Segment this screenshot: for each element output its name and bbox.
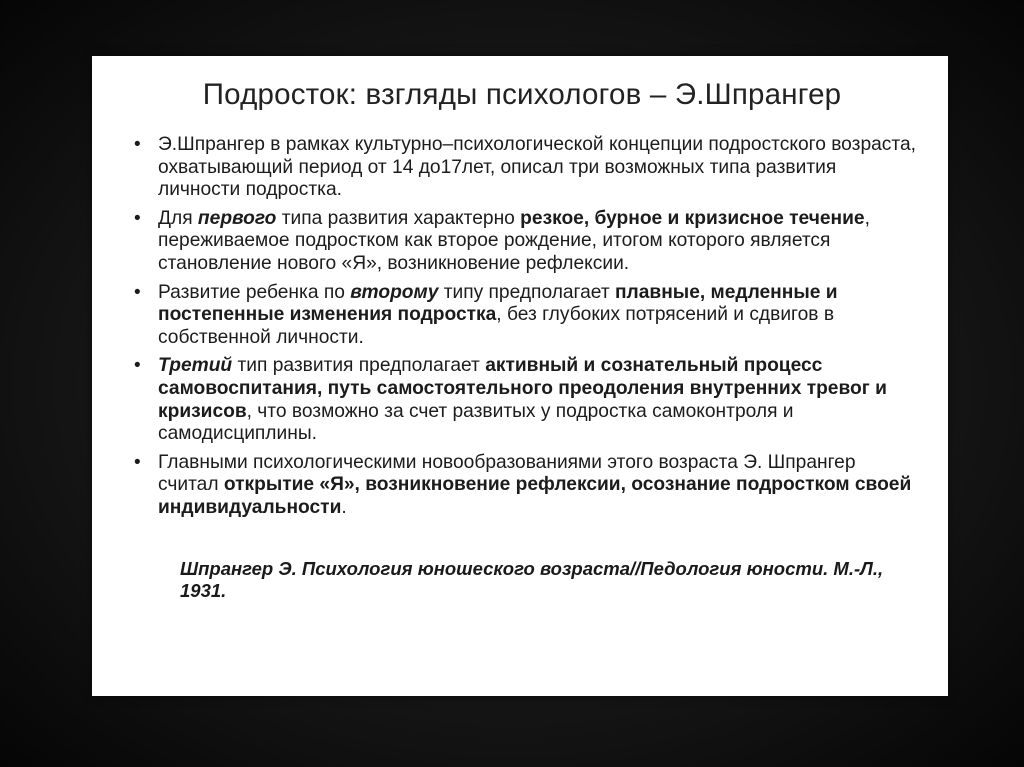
bullet-item <box>126 208 918 276</box>
bold-text: резкое, бурное и кризисное течение <box>520 207 865 229</box>
bullet-text <box>158 355 887 444</box>
bullet-icon: • <box>134 207 141 229</box>
text-run: , что возможно за счет развитых у подростка самоконтроля и самодисциплины. <box>158 400 794 445</box>
emphasis-text: первого <box>197 207 277 229</box>
bullet-item <box>126 282 918 350</box>
bullet-text <box>158 208 870 274</box>
text-run: типа развития характерно <box>276 207 521 229</box>
bold-text: открытие «Я», возникновение рефлексии, осознание подростком своей индивидуальности <box>158 474 912 518</box>
slide-title: Подросток: взгляды психологов – Э.Шпрангер <box>202 78 842 111</box>
slide <box>92 56 948 696</box>
emphasis-text: второму <box>350 281 439 303</box>
emphasis-text: Третий <box>158 355 233 377</box>
bullet-icon: • <box>134 281 141 303</box>
bullet-icon: • <box>134 451 141 473</box>
bullet-item <box>126 452 918 520</box>
reference-citation: Шпрангер Э. Психология юношеского возраста//Педология юности. М.-Л., 1931. <box>180 557 884 601</box>
text-run: , без глубоких потрясений и сдвигов в собственной личности. <box>158 304 835 348</box>
text-run: Главными психологическими новообразованиями этого возраста Э. Шпрангер считал <box>158 451 856 496</box>
bold-text: активный и сознательный процесс самовоспитания, путь самостоятельного преодоления внутренних тревог и кризисов <box>158 355 887 422</box>
text-run: тип развития предполагает <box>232 355 486 377</box>
text-run: типу предполагает <box>438 281 615 303</box>
bullet-list <box>126 134 918 520</box>
bullet-icon: • <box>134 134 141 155</box>
bullet-item <box>126 134 918 202</box>
bullet-text: Э.Шпрангер в рамках культурно–психологической концепции подростского возраста, охватывающий период от 14 до17лет, описал три возможных типа развития личности подростка. <box>158 134 916 201</box>
bold-text: плавные, медленные и постепенные изменения подростка <box>158 281 838 326</box>
text-run: . <box>341 496 347 518</box>
text-run: Для <box>158 207 198 229</box>
text-run: Развитие ребенка по <box>158 281 351 303</box>
bullet-item <box>126 355 918 445</box>
text-run: , переживаемое подростком как второе рождение, итогом которого является становление нового «Я», возникновение рефлексии. <box>158 207 870 274</box>
bullet-text <box>158 452 911 518</box>
bullet-text <box>158 282 838 348</box>
bullet-icon: • <box>134 355 141 377</box>
